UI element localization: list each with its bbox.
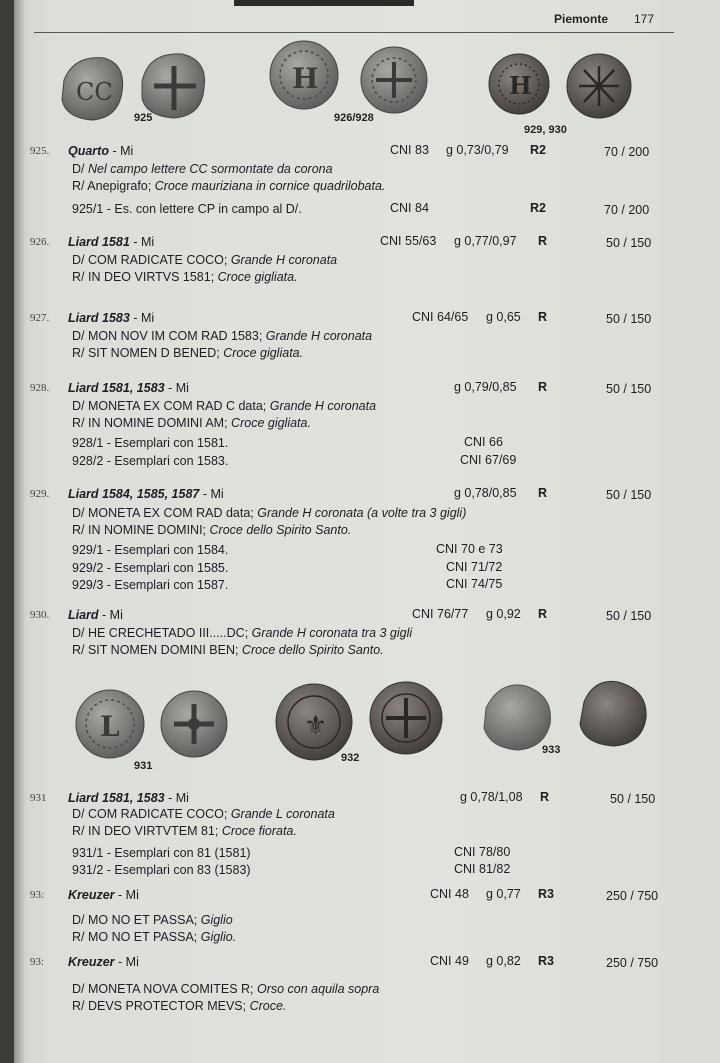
reverse-description [72,415,311,431]
coin-931-reverse [161,691,227,757]
coin-metal: - Mi [129,311,155,325]
legend-text: D/ MONETA NOVA COMITES R; [72,982,257,996]
legend-text: R/ SIT NOMEN DOMINI BEN; [72,643,242,657]
coin-926-reverse [361,47,427,113]
coin-name: Kreuzer [68,955,115,969]
price-estimate: 250 / 750 [606,889,659,903]
legend-text: D/ HE CRECHETADO III.....DC; [72,626,252,640]
sub-entry-cni: CNI 84 [390,201,429,215]
reverse-description [72,522,351,538]
obverse-description [72,912,233,928]
cni-reference: CNI 48 [430,887,469,901]
weight: g 0,78/0,85 [454,486,517,500]
design-description: Grande H coronata tra 3 gigli [251,626,413,640]
coin-932-reverse [370,682,442,754]
coin-931-obverse [76,690,144,758]
design-description: Croce mauriziana in cornice quadrilobata. [154,179,386,193]
figure-label-931: 931 [134,760,153,772]
figure-label-933: 933 [542,744,561,756]
sub-entry-cni: CNI 78/80 [454,845,511,859]
running-header [554,12,674,30]
coin-name: Liard 1581, 1583 [68,381,165,395]
entry-number: 931 [30,792,47,804]
coin-name: Liard 1583 [68,311,130,325]
rarity: R3 [538,887,554,901]
reverse-description [72,269,298,285]
legend-text: R/ IN NOMINE DOMINI AM; [72,416,232,430]
cni-reference: CNI 83 [390,143,429,157]
cni-reference: CNI 64/65 [412,310,469,324]
design-description: Grande L coronata [230,807,335,821]
legend-text: R/ Anepigrafo; [72,179,155,193]
coin-figure-row-2 [14,672,720,792]
entry-number: 926. [30,236,50,248]
entry-number: 925. [30,145,50,157]
obverse-description [72,981,379,997]
coin-name: Liard 1581 [68,235,130,249]
coin-932-obverse [276,684,352,760]
entry-number: 93: [30,889,45,901]
coin-images-row-2 [14,672,720,792]
coin-metal: - Mi [114,955,139,969]
rarity: R3 [538,954,554,968]
reverse-description [72,178,385,194]
rarity: R [538,607,548,621]
entry-title [68,790,189,806]
sub-entry: 931/2 - Esemplari con 83 (1583) [72,863,251,877]
svg-text:L: L [100,710,120,743]
rarity: R [538,486,548,500]
cni-reference: CNI 49 [430,954,469,968]
entry-title [68,887,139,903]
svg-text:H: H [292,62,319,95]
entry-title [68,143,133,159]
weight: g 0,77 [486,887,521,901]
coin-name: Liard 1581, 1583 [68,791,165,805]
rarity: R [538,234,548,248]
price-estimate: 50 / 150 [606,236,652,250]
sub-entry-cni: CNI 74/75 [446,577,503,591]
sub-entry-cni: CNI 67/69 [460,453,517,467]
coin-name: Liard [68,608,99,622]
reverse-description [72,823,297,839]
legend-text: D/ COM RADICATE COCO; [72,807,231,821]
figure-label-932: 932 [341,752,360,764]
figure-label-929-930: 929, 930 [524,124,567,136]
figure-label-926-928: 926/928 [334,112,374,124]
entry-title [68,380,189,396]
coin-metal: - Mi [129,235,155,249]
coin-933-reverse [580,681,646,746]
legend-text: R/ DEVS PROTECTOR MEVS; [72,999,250,1013]
entry-title [68,486,224,502]
design-description: Grande H coronata (a volte tra 3 gigli) [257,506,467,520]
entry-title [68,310,154,326]
rarity: R2 [530,143,546,157]
design-description: Croce gigliata. [223,346,304,360]
sub-entry: 925/1 - Es. con lettere CP in campo al D/. [72,202,302,216]
design-description: Croce dello Spirito Santo. [241,643,384,657]
legend-text: R/ SIT NOMEN D BENED; [72,346,224,360]
design-description: Croce fiorata. [221,824,297,838]
price-estimate: 50 / 150 [610,792,656,806]
legend-text: R/ IN DEO VIRTVTEM 81; [72,824,222,838]
coin-metal: - Mi [164,381,189,395]
sub-entry-rarity: R2 [530,201,546,215]
figure-label-925: 925 [134,112,153,124]
weight: g 0,92 [486,607,521,621]
coin-metal: - Mi [114,888,139,902]
weight: g 0,78/1,08 [460,790,523,804]
coin-metal: - Mi [199,487,224,501]
svg-text:CC: CC [76,78,113,106]
design-description: Orso con aquila sopra [256,982,380,996]
legend-text: D/ [72,162,88,176]
legend-text: D/ MO NO ET PASSA; [72,913,201,927]
legend-text: D/ MONETA EX COM RAD C data; [72,399,270,413]
page-number: 177 [634,12,655,26]
weight: g 0,73/0,79 [446,143,509,157]
coin-metal: - Mi [108,144,134,158]
entry-number: 930. [30,609,50,621]
obverse-description [72,328,372,344]
rarity: R [538,310,548,324]
coin-images-row-1 [14,30,720,150]
reverse-description [72,345,303,361]
reverse-description [72,929,236,945]
entry-number: 929. [30,488,50,500]
sub-entry-cni: CNI 71/72 [446,560,503,574]
coin-name: Kreuzer [68,888,115,902]
coin-name: Liard 1584, 1585, 1587 [68,487,200,501]
design-description: Grande H coronata [265,329,373,343]
coin-929-obverse [489,54,549,114]
obverse-description [72,505,466,521]
sub-entry-cni: CNI 66 [464,435,503,449]
reverse-description [72,998,286,1014]
top-band [234,0,414,6]
design-description: Grande H coronata [230,253,338,267]
coin-933-obverse [484,685,551,750]
price-estimate: 70 / 200 [604,145,650,159]
rarity: R [540,790,550,804]
design-description: Croce dello Spirito Santo. [209,523,352,537]
weight: g 0,79/0,85 [454,380,517,394]
legend-text: R/ IN NOMINE DOMINI; [72,523,210,537]
sub-entry-cni: CNI 70 e 73 [436,542,503,556]
design-description: Croce gigliata. [217,270,298,284]
legend-text: D/ MON NOV IM COM RAD 1583; [72,329,266,343]
legend-text: R/ MO NO ET PASSA; [72,930,201,944]
coin-name: Quarto [68,144,109,158]
header-title: Piemonte [554,12,609,26]
coin-926-obverse [270,41,338,109]
price-estimate: 50 / 150 [606,382,652,396]
cni-reference: CNI 55/63 [380,234,437,248]
coin-929-reverse [567,54,631,118]
legend-text: D/ COM RADICATE COCO; [72,253,231,267]
sub-entry: 928/1 - Esemplari con 1581. [72,436,229,450]
price-estimate: 50 / 150 [606,488,652,502]
reverse-description [72,642,384,658]
svg-text:H: H [509,71,532,100]
sub-entry: 928/2 - Esemplari con 1583. [72,454,229,468]
weight: g 0,65 [486,310,521,324]
weight: g 0,77/0,97 [454,234,517,248]
sub-entry: 929/2 - Esemplari con 1585. [72,561,229,575]
sub-entry: 929/3 - Esemplari con 1587. [72,578,229,592]
design-description: Croce. [249,999,287,1013]
sub-entry: 931/1 - Esemplari con 81 (1581) [72,846,251,860]
entry-title [68,234,154,250]
obverse-description [72,398,376,414]
svg-text:⚜: ⚜ [304,711,328,741]
entry-number: 928. [30,382,50,394]
coin-925-reverse [142,54,205,118]
sub-entry-cni: CNI 81/82 [454,862,511,876]
obverse-description [72,806,335,822]
obverse-description [72,252,337,268]
design-description: Giglio [200,913,233,927]
entry-number: 93: [30,956,45,968]
sub-entry: 929/1 - Esemplari con 1584. [72,543,229,557]
sub-entry-price: 70 / 200 [604,203,650,217]
rarity: R [538,380,548,394]
obverse-description [72,161,333,177]
entry-title [68,607,123,623]
catalog-page [14,0,720,1063]
design-description: Giglio. [200,930,237,944]
entry-number: 927. [30,312,50,324]
cni-reference: CNI 76/77 [412,607,469,621]
obverse-description [72,625,412,641]
weight: g 0,82 [486,954,521,968]
price-estimate: 50 / 150 [606,312,652,326]
coin-figure-row-1 [14,30,720,150]
design-description: Croce gigliata. [231,416,311,430]
design-description: Grande H coronata [269,399,377,413]
legend-text: R/ IN DEO VIRTVS 1581; [72,270,218,284]
book-spine-shadow [14,0,24,1063]
coin-925-obverse [62,58,123,120]
design-description: Nel campo lettere CC sormontate da corona [87,162,333,176]
price-estimate: 50 / 150 [606,609,652,623]
coin-metal: - Mi [164,791,189,805]
entry-title [68,954,139,970]
price-estimate: 250 / 750 [606,956,659,970]
coin-metal: - Mi [98,608,123,622]
legend-text: D/ MONETA EX COM RAD data; [72,506,258,520]
